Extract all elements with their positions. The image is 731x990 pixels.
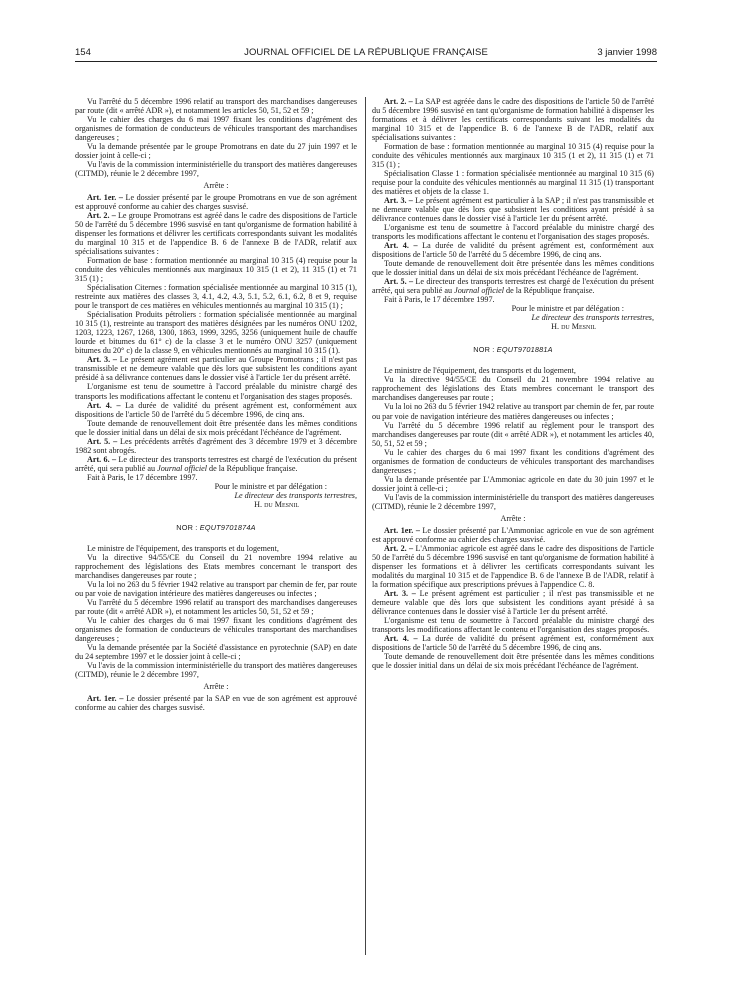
signature-delegation: Pour le ministre et par délégation : [511, 304, 624, 314]
journal-reference: Journal officiel [157, 463, 207, 473]
article-label: Art. 2. – [384, 97, 413, 106]
body-paragraph: L'organisme est tenu de soumettre à l'accord préalable du ministre chargé des transports les modifications affectant le contenu et l'organisation des stages proposés. [372, 615, 654, 634]
article-paragraph [75, 437, 357, 455]
article-paragraph [372, 277, 654, 295]
spec-paragraph: Formation de base : formation mentionnée au marginal 10 315 (4) requise pour la conduite des véhicules mentionnés aux marginaux 10 315 (1 et 2), 11 315 (1) et 71 315 (1) ; [75, 256, 357, 284]
article-paragraph [372, 97, 654, 142]
issue-date: 3 janvier 1998 [597, 47, 657, 58]
article-label: Art. 6. – [87, 454, 117, 464]
article-label: Art. 1er. – [87, 193, 123, 203]
article-paragraph [372, 634, 654, 652]
visa-paragraph: Vu la loi no 263 du 5 février 1942 relative au transport par chemin de fer, par route ou par voie de navigation intérieure des matières dangereuses ou infectes ; [75, 579, 357, 598]
left-column [75, 97, 357, 712]
article-label: Art. 4. – [384, 633, 418, 643]
arrete-heading: Arrête : [203, 681, 229, 691]
nor-code: EQUT9701874A [199, 522, 256, 532]
article-label: Art. 5. – [384, 277, 414, 287]
arrete-heading: Arrête : [500, 513, 526, 523]
visa-paragraph: Vu l'arrêté du 5 décembre 1996 relatif au transport des marchandises dangereuses par route (dit « arrêté ADR »), et notamment les articles 50, 51, 52 et 59 ; [75, 97, 357, 116]
body-paragraph: Toute demande de renouvellement doit être présentée dans les mêmes conditions que le dossier initial dans un délai de six mois précédant l'échéance de l'agrément. [372, 259, 654, 278]
nor-reference [372, 345, 654, 354]
article-text: Le directeur des transports terrestres est chargé de l'exécution du présent arrêté, qui sera publié au [75, 454, 357, 473]
article-paragraph [372, 196, 654, 223]
article-text: La durée de validité du présent agrément est, conformément aux dispositions de l'article 50 de l'arrêté du 5 décembre 1996, de cinq ans. [372, 633, 654, 652]
article-text: Le dossier présenté par L'Ammoniac agricole en vue de son agrément est approuvé conforme au cahier des charges susvisé. [372, 525, 654, 544]
nor-prefix: NOR : [176, 522, 200, 532]
visa-paragraph: Vu la directive 94/55/CE du Conseil du 21 novembre 1994 relative au rapprochement des législations des Etats membres concernant le transport des marchandises dangereuses par route ; [372, 375, 654, 403]
article-text: Le présent agrément est particulier ; il n'est pas transmissible et ne demeure valable que dès lors que subsistent les conditions ayant présidé à sa délivrance contenues dans le dossier visé à l'article 1er du présent arrêté. [372, 588, 654, 616]
article-text: La durée de validité du présent agrément est, conformément aux dispositions de l'article 50 de l'arrêté du 5 décembre 1996, de cinq ans. [372, 241, 654, 260]
article-paragraph [75, 355, 357, 382]
article-paragraph [372, 544, 654, 589]
article-label: Art. 4. – [384, 241, 418, 251]
fait-line: Fait à Paris, le 17 décembre 1997. [384, 295, 495, 305]
visa-paragraph: Vu l'arrêté du 5 décembre 1996 relatif au transport des marchandises dangereuses par route (dit « arrêté ADR »), et notamment les articles 50, 51, 52 et 59 ; [75, 597, 357, 616]
article-text: Le présent agrément est particulier à la SAP ; il n'est pas transmissible et ne demeure valable que dès lors que subsistent les conditions ayant présidé à sa délivrance contenues dans le dossier visé à l'article 1er du présent arrêté. [372, 196, 655, 224]
article-paragraph [75, 193, 357, 211]
visa-paragraph: Vu la demande présentée par L'Ammoniac agricole en date du 30 juin 1997 et le dossier joint à celle-ci ; [372, 474, 654, 493]
article-text: Le dossier présenté par le groupe Promotrans en vue de son agrément est approuvé conforme au cahier des charges susvisé. [75, 193, 357, 212]
body-paragraph: L'organisme est tenu de soumettre à l'accord préalable du ministre chargé des transports les modifications affectant le contenu et l'organisation des stages proposés. [75, 382, 357, 401]
article-paragraph [75, 211, 357, 256]
spec-paragraph: Spécialisation Citernes : formation spécialisée mentionnée au marginal 10 315 (1), restreinte aux matières des classes 3, 4.1, 4.2, 4.3, 5.1, 5.2, 6.1, 6.2, 8 et 9, requise pour le transport de ces matières en véhicules mentionnés au marginal 10 315 (1) ; [75, 283, 357, 311]
article-text: La durée de validité du présent agrément est, conformément aux dispositions de l'article 50 de l'arrêté du 5 décembre 1996, de cinq ans. [75, 400, 357, 419]
page-number: 154 [75, 47, 91, 58]
article-text: de la République française. [207, 463, 298, 473]
article-text: Le directeur des transports terrestres est chargé de l'exécution du présent arrêté, qui sera publié au [372, 277, 654, 296]
signature-name: H. du Mesnil [254, 499, 299, 509]
signature-name: H. du Mesnil [551, 322, 596, 332]
journal-title: JOURNAL OFFICIEL DE LA RÉPUBLIQUE FRANÇAISE [244, 47, 488, 58]
visa-paragraph: Vu le cahier des charges du 6 mai 1997 fixant les conditions d'agrément des organismes de formation de conducteurs de véhicules transportant des marchandises dangereuses ; [75, 615, 357, 643]
signature-title [372, 313, 654, 322]
header-rule [75, 61, 657, 62]
visa-paragraph: Vu le cahier des charges du 6 mai 1997 fixant les conditions d'agrément des organismes de formation de conducteurs de véhicules transportant des marchandises dangereuses ; [372, 447, 654, 475]
minister-line: Le ministre de l'équipement, des transports et du logement, [87, 543, 279, 553]
signature-delegation: Pour le ministre et par délégation : [214, 481, 327, 491]
article-text: de la République française. [504, 286, 595, 296]
spec-paragraph: Spécialisation Classe 1 : formation spécialisée mentionnée au marginal 10 315 (6) requise pour la conduite des véhicules mentionnés au marginal 11 315 (1) transportant des matières et objets de la classe 1. [372, 169, 654, 197]
visa-paragraph: Vu la loi no 263 du 5 février 1942 relative au transport par chemin de fer, par route ou par voie de navigation intérieure des matières dangereuses ou infectes ; [372, 402, 654, 421]
spec-paragraph: Spécialisation Produits pétroliers : formation spécialisée mentionnée au marginal 10 315 (1), restreinte au transport des matières désignées par les numéros ONU 1202, 1203, 1223, 1267, 1268, 1300, 1863, 1999, 3295, 3256 (uniquement huile de chauffe lourde et bitumes du 61° c) de la classe 3 et le numéro ONU 3257 (uniquement bitumes du 20° c) de la classe 9, en véhicules mentionnés au marginal 10 315 (1). [75, 310, 357, 356]
visa-paragraph: Vu le cahier des charges du 6 mai 1997 fixant les conditions d'agrément des organismes de formation de conducteurs de véhicules transportant des marchandises dangereuses ; [75, 115, 357, 143]
minister-line: Le ministre de l'équipement, des transports et du logement, [384, 366, 576, 376]
article-paragraph [372, 589, 654, 616]
article-text: Le présent agrément est particulier au Groupe Promotrans ; il n'est pas transmissible et ne demeure valable que dès lors que subsistent les conditions ayant présidé à sa délivrance contenues dans le dossier visé à l'article 1er du présent arrêté. [75, 355, 357, 383]
nor-code: EQUT9701881A [496, 345, 553, 355]
body-paragraph: Toute demande de renouvellement doit être présentée dans les mêmes conditions que le dossier initial dans un délai de six mois précédant l'échéance de l'agrément. [372, 651, 654, 670]
arrete-heading: Arrête : [203, 181, 229, 191]
body-paragraph: Toute demande de renouvellement doit être présentée dans les mêmes conditions que le dossier initial dans un délai de six mois précédant l'échéance de l'agrément. [75, 418, 357, 437]
signature-title [75, 491, 357, 500]
article-label: Art. 3. – [384, 588, 416, 598]
article-label: Art. 1er. – [384, 525, 420, 535]
article-text: La SAP est agréée dans le cadre des dispositions de l'article 50 de l'arrêté du 5 décembre 1996 susvisé en tant qu'organisme de formation habilité à dispenser les formations et à délivrer les certificats correspondants suivant les modalités du marginal 10 315 et de l'appendice B. 6 de l'annexe B de l'ADR, relatif aux spécialisations suivantes : [372, 97, 654, 143]
signature-title-text: Le directeur des transports terrestres, [234, 490, 357, 500]
signature-title-text: Le directeur des transports terrestres, [531, 313, 654, 323]
visa-paragraph: Vu l'avis de la commission interministérielle du transport des matières dangereuses (CITMD), réunie le 2 décembre 1997, [75, 160, 357, 179]
visa-paragraph: Vu l'avis de la commission interministérielle du transport des matières dangereuses (CITMD), réunie le 2 décembre 1997, [372, 492, 654, 511]
visa-paragraph: Vu l'avis de la commission interministérielle du transport des matières dangereuses (CITMD), réunie le 2 décembre 1997, [75, 660, 357, 679]
article-text: Les précédents arrêtés d'agrément des 3 décembre 1979 et 3 décembre 1982 sont abrogés. [75, 436, 358, 455]
article-paragraph [75, 455, 357, 473]
column-divider [365, 97, 366, 955]
article-label: Art. 2. – [87, 211, 116, 221]
article-paragraph [75, 401, 357, 419]
article-label: Art. 1er. – [87, 693, 124, 703]
body-paragraph: L'organisme est tenu de soumettre à l'accord préalable du ministre chargé des transports les modifications affectant le contenu et l'organisation des stages proposés. [372, 223, 654, 242]
article-text: L'Ammoniac agricole est agréé dans le cadre des dispositions de l'article 50 de l'arrêté du 5 décembre 1996 susvisé en tant qu'organisme de formation habilité à dispenser les formations et à délivrer les certificats correspondants suivant les modalités du marginal 10 315 et de l'appendice B. 6 de l'annexe B de l'ADR, relatif à la formation spécifique aux prescriptions prévues à l'appendice C. 8. [372, 543, 655, 589]
visa-paragraph: Vu la directive 94/55/CE du Conseil du 21 novembre 1994 relative au rapprochement des législations des Etats membres concernant le transport des marchandises dangereuses par route ; [75, 552, 357, 580]
visa-paragraph: Vu la demande présentée par le groupe Promotrans en date du 27 juin 1997 et le dossier joint à celle-ci ; [75, 142, 357, 161]
article-label: Art. 3. – [384, 196, 413, 206]
article-label: Art. 4. – [87, 400, 121, 410]
article-label: Art. 3. – [87, 355, 117, 365]
spec-paragraph: Formation de base : formation mentionnée au marginal 10 315 (4) requise pour la conduite des véhicules mentionnés aux marginaux 10 315 (1 et 2), 11 315 (1) et 71 315 (1) ; [372, 142, 654, 170]
nor-reference [75, 523, 357, 532]
article-text: Le groupe Promotrans est agréé dans le cadre des dispositions de l'article 50 de l'arrêté du 5 décembre 1996 susvisé en tant qu'organisme de formation habilité à dispenser les formations et délivrer les certificats correspondants suivant les modalités du marginal 10 315 et de l'appendice B. 6 de l'annexe B de l'ADR, relatif aux spécialisations suivantes : [75, 211, 357, 257]
article-text: Le dossier présenté par la SAP en vue de son agrément est approuvé conforme au cahier des charges susvisé. [75, 693, 357, 712]
fait-line: Fait à Paris, le 17 décembre 1997. [87, 472, 198, 482]
right-column [372, 97, 654, 670]
article-paragraph [372, 526, 654, 544]
journal-reference: Journal officiel [454, 286, 504, 296]
article-label: Art. 5. – [87, 436, 118, 446]
article-paragraph [372, 241, 654, 259]
article-label: Art. 2. – [384, 543, 414, 553]
article-paragraph [75, 694, 357, 712]
nor-prefix: NOR : [473, 345, 497, 355]
visa-paragraph: Vu la demande présentée par la Société d'assistance en pyrotechnie (SAP) en date du 24 septembre 1997 et le dossier joint à celle-ci ; [75, 642, 357, 661]
visa-paragraph: Vu l'arrêté du 5 décembre 1996 relatif au règlement pour le transport des marchandises dangereuses par route (dit « arrêté ADR »), et notamment les articles 40, 50, 51, 52 et 59 ; [372, 420, 654, 448]
